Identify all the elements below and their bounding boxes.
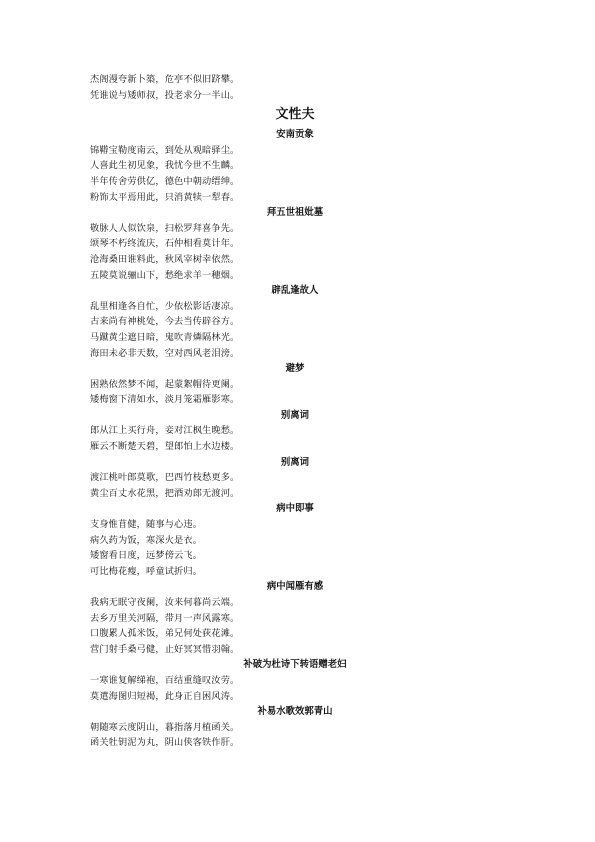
- verse-line: 朝随寒云度阴山，暮指落月植函关。: [90, 721, 240, 733]
- verse-line: 一寒谁复解绨袍，百结重缝叹汝劳。: [90, 674, 240, 686]
- verse-line: 可比梅花瘦，呼童试折归。: [90, 565, 203, 577]
- poem-title: 补易水歌效郭青山: [257, 706, 333, 718]
- poem-title: 别离词: [280, 456, 310, 468]
- verse-line: 病久药为饭，寒深火是衣。: [90, 534, 203, 546]
- poem-title: 病中闻雁有感: [266, 581, 324, 593]
- verse-line: 黄尘百丈水花黑，把酒劝郎无渡河。: [90, 487, 240, 499]
- verse-line: 支身惟苜健，随事与心违。: [90, 519, 203, 531]
- poem-title: 补破为杜诗下转语赠老妇: [243, 659, 347, 671]
- verse-line: 锦鞯宝勒度南云，到处从观暗驿尘。: [90, 144, 240, 156]
- verse-line: 古来尚有神桃处，今去当传辟谷方。: [90, 316, 240, 328]
- verse-line: 海田未必非天数，空对西风老泪滂。: [90, 347, 240, 359]
- verse-line: 莫遣海图归短褐，此身正自困风涛。: [90, 690, 240, 702]
- poem-title: 避梦: [285, 363, 305, 375]
- verse-line: 口腹累人孤米饭，弟兄何处荻花滩。: [90, 628, 240, 640]
- verse-line: 渡江桃叶郎莫歌，巴西竹枝愁更多。: [90, 472, 240, 484]
- verse-line: 矮梅窗下清如水，淡月笼霜雁影寒。: [90, 394, 240, 406]
- verse-line: 去乡万里关河隔，带月一声风露寒。: [90, 612, 240, 624]
- verse-line: 困熟依然梦不闻，起蒙絮帽待更阑。: [90, 378, 240, 390]
- verse-line: 雁云不断楚天碧，望郎怕上水边楼。: [90, 441, 240, 453]
- verse-line: 乱里相逢各自忙，少依松影话凄凉。: [90, 300, 240, 312]
- verse-line: 五陵莫说骊山下，愁绝求羊一穗烟。: [90, 269, 240, 281]
- poem-title: 辟乱逢故人: [271, 285, 319, 297]
- verse-line: 凭谁说与矮师叔，投老求分一半山。: [90, 89, 240, 101]
- verse-line: 敬脉人人似饮泉，扫松罗拜喜争先。: [90, 222, 240, 234]
- verse-line: 马蹴黄尘遮日暗，鬼吹青燐隔林光。: [90, 331, 240, 343]
- verse-line: 营门射手桑弓健，止好冥冥惜羽翰。: [90, 643, 240, 655]
- poem-title: 安南贡象: [276, 129, 314, 141]
- verse-line: 粉饰太平焉用此，只消黄犊一犁春。: [90, 191, 240, 203]
- author-heading: 文性夫: [275, 107, 315, 123]
- verse-line: 我病无眠守夜阑，汝来何暮尚云端。: [90, 597, 240, 608]
- verse-line: 颂琴不朽终流庆，石仲相看莫计年。: [90, 238, 240, 250]
- verse-line: 沧海桑田谁料此，秋风宰树幸依然。: [90, 253, 240, 265]
- poem-content: [90, 72, 505, 751]
- verse-line: 郎从江上买行舟，妾对江枫生晚愁。: [90, 425, 240, 437]
- poem-title: 别离词: [280, 409, 310, 421]
- verse-line: 杰阁漫夸新卜築，危亭不似旧跻攀。: [90, 74, 240, 85]
- verse-line: 矮窗看日度，远梦傍云飞。: [90, 550, 203, 562]
- verse-line: 函关牡钥泥为丸，阴山侠客铁作肝。: [90, 737, 240, 749]
- poem-title: 拜五世祖妣墓: [266, 207, 324, 219]
- verse-line: 人喜此生初见象，我忧今世不生麟。: [90, 160, 240, 172]
- verse-line: 半年传舍劳供亿，德色中朝动缙绅。: [90, 175, 240, 187]
- poem-title: 病中即事: [276, 503, 314, 515]
